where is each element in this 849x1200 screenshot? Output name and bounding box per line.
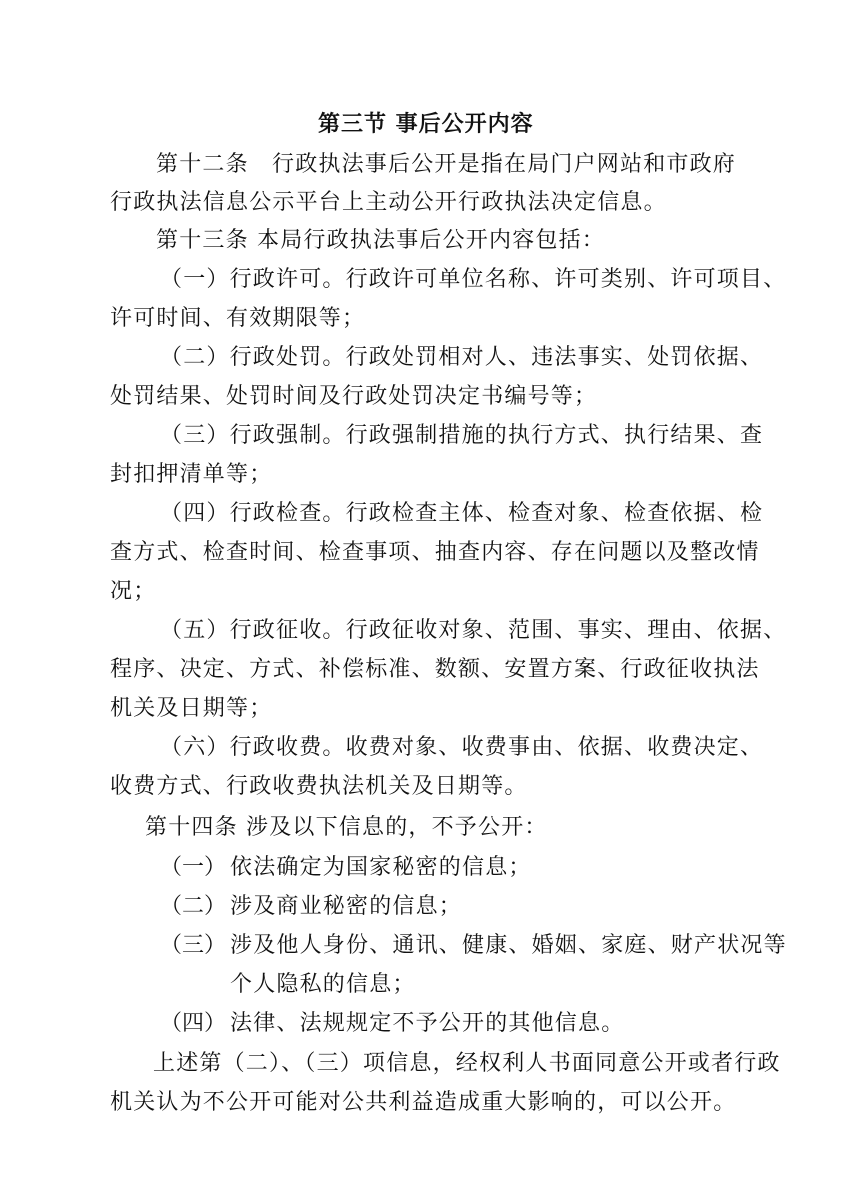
item-4-line-1: （四）行政检查。行政检查主体、检查对象、检查依据、检 [160, 501, 764, 526]
exemption-2-text: 涉及商业秘密的信息； [230, 894, 463, 919]
item-3-line-2: 封扣押清单等； [110, 462, 273, 487]
exemption-4-text: 法律、法规规定不予公开的其他信息。 [230, 1011, 625, 1036]
item-6-line-1: （六）行政收费。收费对象、收费事由、依据、收费决定、 [160, 735, 764, 760]
final-paragraph-line-1: 上述第（二）、（三）项信息，经权利人书面同意公开或者行政 [153, 1051, 781, 1076]
item-2-line-2: 处罚结果、处罚时间及行政处罚决定书编号等； [110, 384, 598, 409]
article-13-heading: 第十三条 本局行政执法事后公开内容包括： [156, 228, 605, 253]
item-4-line-3: 况； [110, 579, 157, 604]
exemption-3-continuation: 个人隐私的信息； [230, 972, 416, 997]
item-4-line-2: 查方式、检查时间、检查事项、抽查内容、存在问题以及整改情 [110, 540, 760, 565]
item-1-line-1: （一）行政许可。行政许可单位名称、许可类别、许可项目、 [160, 267, 787, 292]
item-1-line-2: 许可时间、有效期限等； [110, 306, 366, 331]
exemption-3-text: 涉及他人身份、通讯、健康、婚姻、家庭、财产状况等 [230, 933, 787, 958]
item-6-line-2: 收费方式、行政收费执法机关及日期等。 [110, 774, 528, 799]
item-5-line-3: 机关及日期等； [110, 696, 273, 721]
article-14-heading: 第十四条 涉及以下信息的，不予公开： [145, 815, 548, 840]
final-paragraph-line-2: 机关认为不公开可能对公共利益造成重大影响的，可以公开。 [110, 1090, 737, 1115]
item-5-line-2: 程序、决定、方式、补偿标准、数额、安置方案、行政征收执法 [110, 657, 760, 682]
item-3-line-1: （三）行政强制。行政强制措施的执行方式、执行结果、查 [160, 423, 764, 448]
exemption-2-marker: （二） [160, 894, 227, 919]
exemption-1-text: 依法确定为国家秘密的信息； [230, 855, 532, 880]
article-12-line-2: 行政执法信息公示平台上主动公开行政执法决定信息。 [110, 190, 667, 215]
article-12-line-1: 第十二条 行政执法事后公开是指在局门户网站和市政府 [156, 152, 737, 177]
exemption-1-marker: （一） [160, 855, 227, 880]
exemption-3-marker: （三） [160, 933, 227, 958]
item-2-line-1: （二）行政处罚。行政处罚相对人、违法事实、处罚依据、 [160, 345, 764, 370]
exemption-4-marker: （四） [160, 1011, 227, 1036]
item-5-line-1: （五）行政征收。行政征收对象、范围、事实、理由、依据、 [160, 618, 787, 643]
section-title: 第三节 事后公开内容 [318, 112, 534, 137]
